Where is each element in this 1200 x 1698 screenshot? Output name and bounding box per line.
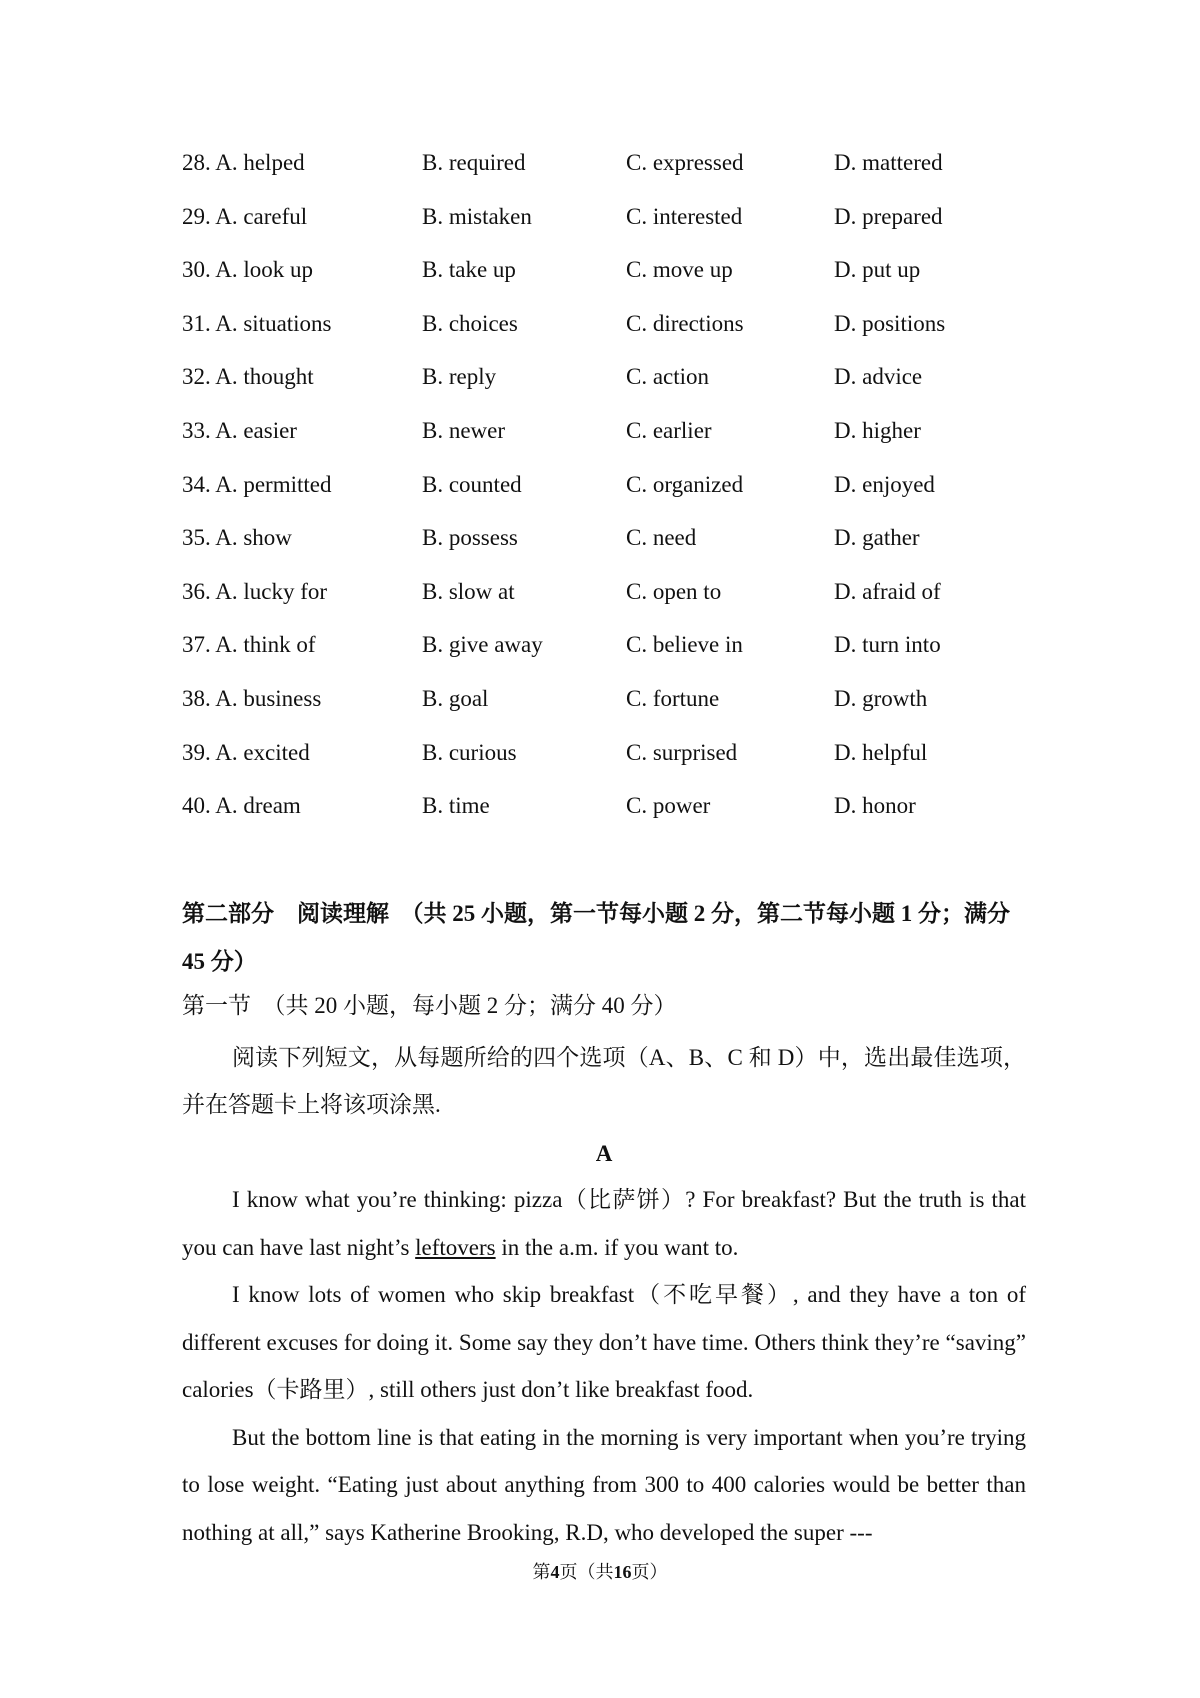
option-c: C. interested xyxy=(626,203,743,229)
question-row xyxy=(182,419,1042,473)
option-c: C. earlier xyxy=(626,417,712,443)
paragraph-text: I know what you’re thinking: pizza（比萨饼）? For breakfast? But the truth is that you can have last night’s xyxy=(182,1187,1026,1260)
option-a: 40. A. dream xyxy=(182,793,301,819)
option-a: 32. A. thought xyxy=(182,364,314,390)
option-d: D. put up xyxy=(834,257,921,283)
option-a: 36. A. lucky for xyxy=(182,578,328,604)
passage-paragraph-3: But the bottom line is that eating in the morning is very important when you’re trying to lose weight. “Eating just about anything from 300 to 400 calories would be better than nothing at all,” says Katherine Brooking, R.D, who developed the super --- xyxy=(182,1424,1026,1545)
instructions: 阅读下列短文，从每题所给的四个选项（A、B、C 和 D）中，选出最佳选项，并在答题卡上将该项涂黑. xyxy=(182,1045,1026,1117)
option-b: B. curious xyxy=(422,739,517,765)
option-c: C. believe in xyxy=(626,632,743,658)
option-d: D. honor xyxy=(834,793,916,819)
question-row xyxy=(182,312,1042,366)
cloze-options-list xyxy=(182,151,1042,848)
passage-title: A xyxy=(595,1141,613,1166)
option-d: D. growth xyxy=(834,685,928,711)
option-a: 31. A. situations xyxy=(182,310,332,336)
question-row xyxy=(182,365,1042,419)
option-b: B. choices xyxy=(422,310,518,336)
option-c: C. open to xyxy=(626,578,722,604)
footer-prefix: 第 xyxy=(532,1562,551,1582)
option-b: B. take up xyxy=(422,257,516,283)
question-row xyxy=(182,526,1042,580)
option-d: D. positions xyxy=(834,310,946,336)
option-c: C. action xyxy=(626,364,710,390)
option-d: D. afraid of xyxy=(834,578,941,604)
option-a: 33. A. easier xyxy=(182,417,297,443)
option-b: B. newer xyxy=(422,417,506,443)
question-row xyxy=(182,794,1042,848)
footer-suffix: 页） xyxy=(631,1562,668,1582)
option-a: 37. A. think of xyxy=(182,632,316,658)
option-c: C. surprised xyxy=(626,739,738,765)
option-a: 39. A. excited xyxy=(182,739,310,765)
option-d: D. mattered xyxy=(834,150,943,175)
option-b: B. goal xyxy=(422,685,489,711)
option-d: D. higher xyxy=(834,417,921,443)
option-d: D. gather xyxy=(834,525,920,551)
option-c: C. organized xyxy=(626,471,744,497)
option-b: B. time xyxy=(422,793,490,819)
option-c: C. move up xyxy=(626,257,733,283)
passage-paragraph-2: I know lots of women who skip breakfast（不吃早餐）, and they have a ton of different excuses for doing it. Some say they don’t have time. Others think they’re “saving” calories（卡路里）, still others just don’t like breakfast food. xyxy=(182,1282,1026,1402)
question-row xyxy=(182,741,1042,795)
option-d: D. enjoyed xyxy=(834,471,935,497)
option-b: B. mistaken xyxy=(422,203,532,229)
question-row xyxy=(182,205,1042,259)
option-d: D. turn into xyxy=(834,632,941,658)
total-pages: 16 xyxy=(613,1562,632,1582)
option-b: B. reply xyxy=(422,364,497,390)
option-a: 38. A. business xyxy=(182,685,322,711)
option-a: 28. A. helped xyxy=(182,150,305,175)
option-c: C. need xyxy=(626,525,697,551)
footer-middle: 页（共 xyxy=(559,1562,614,1582)
passage-paragraph-1 xyxy=(182,1176,1026,1271)
passage-text xyxy=(182,1176,1026,1556)
underlined-word: leftovers xyxy=(415,1234,496,1260)
option-c: C. power xyxy=(626,793,711,819)
option-a: 35. A. show xyxy=(182,525,292,551)
option-b: B. slow at xyxy=(422,578,515,604)
paragraph-text: in the a.m. if you want to. xyxy=(495,1234,739,1260)
option-b: B. required xyxy=(422,150,526,175)
question-row xyxy=(182,687,1042,741)
question-row xyxy=(182,473,1042,527)
option-d: D. advice xyxy=(834,364,923,390)
page-number: 4 xyxy=(550,1562,560,1582)
option-d: D. helpful xyxy=(834,739,928,765)
option-c: C. fortune xyxy=(626,685,720,711)
option-b: B. possess xyxy=(422,525,518,551)
question-row xyxy=(182,633,1042,687)
option-b: B. counted xyxy=(422,471,522,497)
page-footer xyxy=(0,1560,1200,1584)
question-row xyxy=(182,580,1042,634)
section-heading: 第二部分 阅读理解 （共 25 小题，第一节每小题 2 分，第二节每小题 1 分；满分 45 分） xyxy=(182,901,1010,974)
option-a: 34. A. permitted xyxy=(182,471,332,497)
option-a: 29. A. careful xyxy=(182,203,308,229)
option-d: D. prepared xyxy=(834,203,943,229)
option-a: 30. A. look up xyxy=(182,257,313,283)
option-b: B. give away xyxy=(422,632,543,658)
option-c: C. expressed xyxy=(626,150,744,175)
option-c: C. directions xyxy=(626,310,744,336)
question-row xyxy=(182,151,1042,205)
question-row xyxy=(182,258,1042,312)
sub-section-heading: 第一节 （共 20 小题，每小题 2 分；满分 40 分） xyxy=(182,993,677,1018)
